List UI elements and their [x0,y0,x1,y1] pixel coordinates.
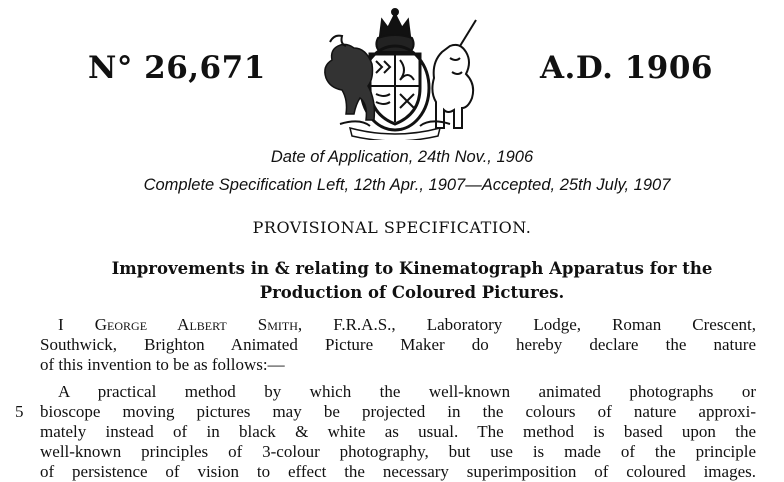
document-title [20,257,784,305]
document-header [0,0,784,150]
paragraph-line: Southwick, Brighton Animated Picture Maker do hereby declare the nature [40,335,756,354]
paragraph-line: bioscope moving pictures may be projected in the colours of nature approxi- [40,402,756,421]
patent-number: N° 26,671 [88,50,266,86]
complete-specification-dates: Complete Specification Left, 12th Apr., 1907—Accepted, 25th July, 1907 [143,176,671,194]
paragraph-line: mately instead of in black & white as usual. The method is based upon the [40,422,756,441]
title-line: Production of Coloured Pictures. [259,283,565,302]
royal-coat-of-arms-icon [300,6,490,140]
inventor-name: George Albert Smith [94,315,298,334]
title-line: Improvements in & relating to Kinematograph Apparatus for the [111,259,713,278]
opening-pronoun: I [58,315,95,334]
section-heading: PROVISIONAL SPECIFICATION. [252,218,532,237]
paragraph-line: of persistence of vision to effect the necessary superimposition of coloured images. [40,462,756,481]
patent-year: A.D. 1906 [540,50,713,86]
margin-line-number: 5 [15,402,24,421]
paragraph-line: A practical method by which the well-known animated photographs or [58,382,756,401]
date-of-application: Date of Application, 24th Nov., 1906 [270,148,534,166]
paragraph-line: of this invention to be as follows:— [40,355,285,374]
paragraph-line [40,315,756,335]
paragraph-declaration [40,315,756,375]
paragraph-method [40,382,756,482]
paragraph-line: well-known principles of 3-colour photography, but use is made of the principle [40,442,756,461]
inventor-address: , F.R.A.S., Laboratory Lodge, Roman Crescent, [297,315,756,334]
